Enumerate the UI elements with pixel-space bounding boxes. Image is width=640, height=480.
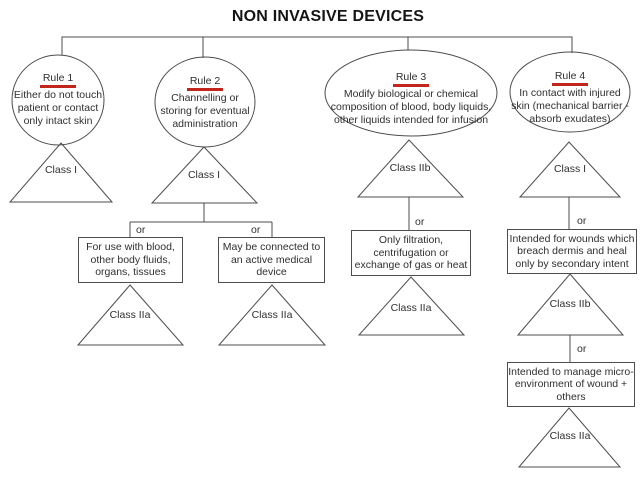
- desc-line: administration: [172, 118, 238, 130]
- rule2-class-label: Class I: [187, 169, 221, 181]
- rule2-cond2-class-label: Class IIa: [251, 309, 293, 321]
- rule2-heading: [152, 75, 258, 92]
- rule2-label: Rule 2: [187, 75, 223, 91]
- rule4-cond1-class-label: Class IIb: [549, 298, 591, 310]
- rule1-node: [8, 72, 108, 128]
- rule3-label: Rule 3: [393, 71, 429, 87]
- desc-line: patient or contact: [17, 102, 99, 114]
- desc-line: Modify biological or chemical: [343, 88, 479, 100]
- rule4-cond2-box: [507, 362, 635, 407]
- rule3-cond-box: [351, 230, 471, 276]
- rule4-or-label: or: [577, 215, 587, 227]
- desc-line: environment of wound +: [514, 378, 628, 391]
- desc-line: Intended for wounds which: [509, 232, 635, 245]
- rule4-cond2-class-label: Class IIa: [549, 430, 591, 442]
- desc-line: storing for eventual: [160, 105, 250, 117]
- desc-line: Channelling or: [171, 92, 239, 104]
- desc-line: only by secondary intent: [515, 257, 629, 270]
- rule2-or-label-right: or: [251, 224, 261, 236]
- rule3-or-label: or: [415, 216, 425, 228]
- rule2-or-label-left: or: [136, 224, 146, 236]
- desc-line: In contact with injured: [519, 87, 621, 99]
- desc-line: For use with blood,: [86, 241, 175, 254]
- rule4-cond1-box: [507, 229, 637, 274]
- desc-line: an active medical: [230, 253, 313, 266]
- desc-line: exchange of gas or heat: [354, 259, 468, 272]
- desc-line: others: [556, 390, 586, 403]
- desc-line: only intact skin: [23, 115, 93, 127]
- desc-line: other body fluids,: [90, 253, 171, 266]
- rule3-cond-class-label: Class IIa: [390, 302, 432, 314]
- rule1-label: Rule 1: [40, 72, 76, 88]
- desc-line: device: [256, 266, 287, 279]
- rule3-node: [320, 71, 502, 127]
- desc-line: breach dermis and heal: [517, 245, 627, 258]
- desc-line: composition of blood, body liquids,: [330, 101, 492, 113]
- rule2-node: [152, 75, 258, 131]
- rule3-class-label: Class IIb: [389, 162, 431, 174]
- rule4-label: Rule 4: [552, 70, 588, 86]
- rule3-heading: [320, 71, 502, 88]
- desc-line: Intended to manage micro-: [508, 365, 634, 378]
- rule4-class-label: Class I: [553, 163, 587, 175]
- page-title: NON INVASIVE DEVICES: [231, 8, 425, 25]
- rule4-second-or-label: or: [577, 343, 587, 355]
- desc-line: organs, tissues: [95, 266, 166, 279]
- desc-line: absorb exudates): [529, 113, 611, 125]
- desc-line: skin (mechanical barrier -: [511, 100, 629, 112]
- rule2-cond2-box: [218, 237, 325, 283]
- rule2-cond1-box: [78, 237, 183, 283]
- rule1-heading: [8, 72, 108, 89]
- rule4-heading: [508, 70, 632, 87]
- desc-line: Either do not touch: [13, 89, 103, 101]
- rule1-class-label: Class I: [44, 164, 78, 176]
- desc-line: May be connected to: [222, 241, 321, 254]
- rule2-cond1-class-label: Class IIa: [109, 309, 151, 321]
- desc-line: other liquids intended for infusion: [333, 114, 489, 126]
- desc-line: Only filtration,: [378, 234, 444, 247]
- top-connector-line: [62, 37, 572, 58]
- desc-line: centrifugation or: [373, 246, 449, 259]
- rule4-node: [508, 70, 632, 126]
